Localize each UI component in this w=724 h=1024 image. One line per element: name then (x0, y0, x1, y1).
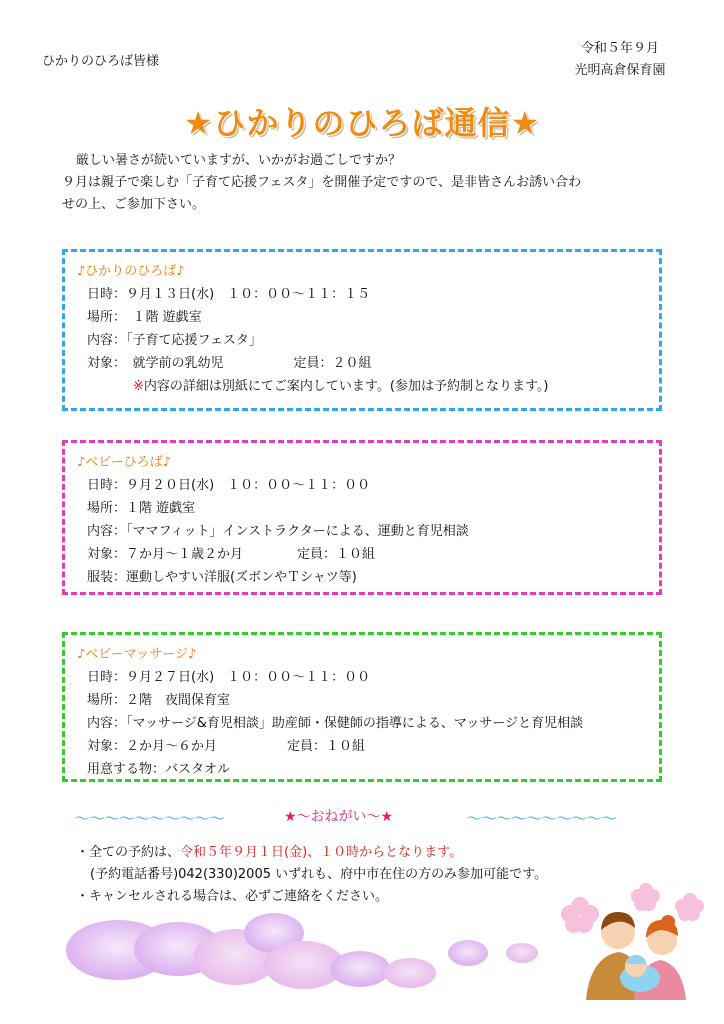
event-capacity: 定員：２０組 (293, 356, 372, 371)
newsletter-title: ★ひかりのひろば通信★ (183, 104, 541, 142)
event-note (77, 375, 647, 398)
event-target-row (77, 735, 647, 758)
intro-line-3: せの上、ご参加下さい。 (62, 197, 206, 212)
requests-title: ★～おねがい～★ (284, 809, 394, 825)
event-datetime: 日時：９月１３日(水) １０：００～１１：１５ (87, 287, 371, 302)
event-box-baby-hiroba (62, 440, 662, 595)
organization-name: 光明高倉保育園 (574, 63, 666, 78)
event-target: 対象：２か月～６か月 (87, 739, 218, 754)
event-place: 場所： １階 遊戯室 (87, 310, 202, 325)
event-content: 内容：「子育て応援フェスタ」 (87, 333, 262, 348)
requests-list (76, 842, 547, 908)
event-place: 場所：２階 夜間保育室 (87, 693, 231, 708)
decorative-bubbles (60, 905, 540, 995)
event-content: 内容：「マッサージ&育児相談」助産師・保健師の指導による、マッサージと育児相談 (87, 716, 584, 731)
note-mark: ※ (133, 379, 144, 394)
event-capacity: 定員：１０組 (287, 739, 366, 754)
wave-divider-left: ～～～～～～～～～～ (74, 809, 225, 828)
event-target: 対象：７か月～１歳２か月 (87, 547, 244, 562)
event-content: 内容：「ママフィット」インストラクターによる、運動と育児相談 (87, 524, 469, 539)
request-item-1-prefix: ・全ての予約は、 (76, 845, 181, 860)
family-illustration (556, 880, 706, 1000)
issue-info (560, 38, 680, 82)
note-text: 内容の詳細は別紙にてご案内しています。(参加は予約制となります。) (143, 379, 549, 394)
intro-line-1: 厳しい暑さが続いていますが、いかがお過ごしですか？ (76, 153, 402, 168)
wave-divider-right: ～～～～～～～～～～ (466, 809, 617, 828)
intro-line-2: ９月は親子で楽しむ「子育て応援フェスタ」を開催予定ですので、是非皆さんお誘い合わ (62, 175, 582, 190)
event-target: 対象： 就学前の乳幼児 (87, 356, 224, 371)
event-clothing: 服装：運動しやすい洋服(ズボンやＴシャツ等) (87, 570, 357, 585)
event-heading: ♪ベビーひろば♪ (77, 455, 172, 470)
reservation-start-highlight: 令和５年９月１日(金)、１０時からとなります。 (180, 845, 463, 860)
event-datetime: 日時：９月２７日(水) １０：００～１１：００ (87, 670, 371, 685)
event-heading: ♪ひかりのひろば♪ (77, 264, 185, 279)
event-heading: ♪ベビーマッサージ♪ (77, 647, 197, 662)
issue-date: 令和５年９月 (580, 41, 659, 56)
event-box-hikari (62, 249, 662, 411)
request-item-2: (予約電話番号)042(330)2005 いずれも、府中市在住の方のみ参加可能です。 (90, 867, 548, 882)
event-capacity: 定員：１０組 (297, 547, 376, 562)
addressee: ひかりのひろば皆様 (42, 54, 160, 69)
request-item-1 (76, 842, 547, 864)
event-target-row (77, 543, 647, 566)
intro-paragraph (62, 150, 662, 216)
event-items: 用意する物：バスタオル (87, 762, 231, 777)
request-item-3: ・キャンセルされる場合は、必ずご連絡をください。 (76, 889, 389, 904)
event-target-row (77, 352, 647, 375)
event-box-baby-massage (62, 632, 662, 782)
event-place: 場所：１階 遊戯室 (87, 501, 196, 516)
event-datetime: 日時：９月２０日(水) １０：００～１１：００ (87, 478, 371, 493)
